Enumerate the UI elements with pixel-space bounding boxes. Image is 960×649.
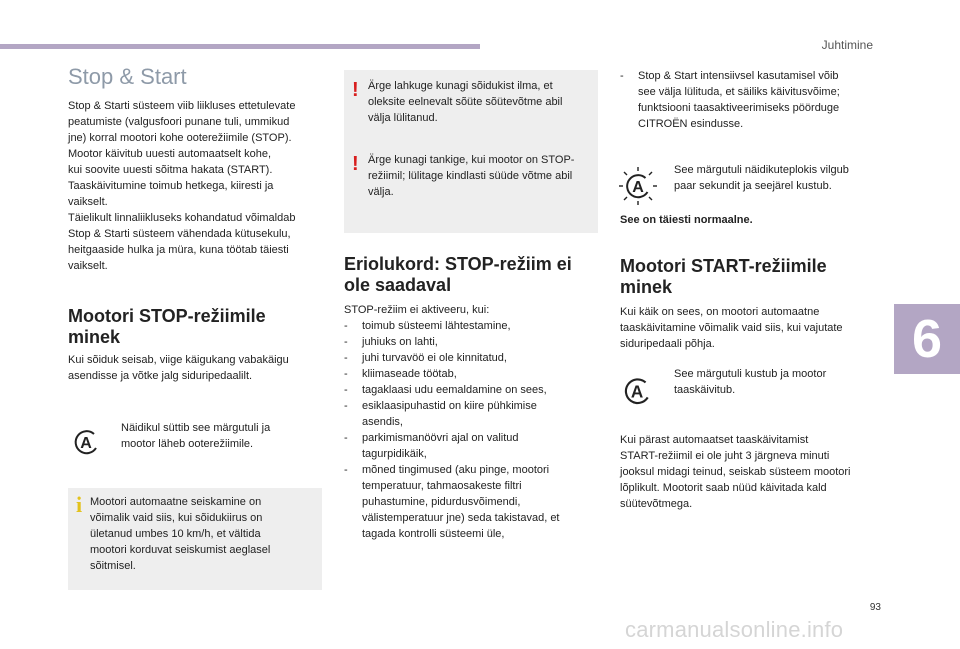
list-item: - Stop & Start intensiivsel kasutamisel võib see välja lülituda, et säiliks käivitusvõime; funktsiooni taasaktiveerimiseks pöörduge CITROËN esindusse. [620, 70, 840, 130]
intro-line: Taaskäivitumine toimub hetkega, kiiresti ja [68, 180, 274, 192]
start-icon-text: See märgutuli kustub ja mootor taaskäivitub. [674, 368, 827, 396]
intro-line: jne) korral mootori kohe ooterežiimile (STOP). [68, 132, 292, 144]
special-heading: Eriolukord: STOP-režiim ei ole saadaval [344, 254, 572, 295]
start-mode-heading: Mootori START-režiimile minek [620, 256, 827, 297]
col3-list [620, 68, 882, 132]
header-bar [0, 44, 480, 49]
auto-a-icon [72, 428, 100, 461]
flash-icon-text: See märgutuli näidikuteplokis vilgub paar sekundit ja seejärel kustub. [674, 164, 849, 192]
list-intro: STOP-režiim ei aktiveeru, kui: [344, 304, 490, 316]
watermark: carmanualsonline.info [625, 617, 844, 642]
svg-text:A: A [632, 179, 644, 196]
auto-a-flashing-icon [618, 166, 658, 211]
intro-line: heitgaaside hulka ja müra, kuna töötab täiesti [68, 244, 289, 256]
intro-line: peatumiste (valgusfoori punane tuli, ummikud [68, 116, 290, 128]
svg-text:A: A [80, 435, 92, 452]
info-icon: i [76, 492, 83, 517]
list-item: - juhi turvavöö ei ole kinnitatud, [344, 352, 507, 364]
warning-text-2: Ärge kunagi tankige, kui mootor on STOP- režiimil; lülitage kindlasti süüde võtme abil välja. [368, 154, 575, 198]
stop-start-intro [68, 98, 328, 274]
intro-line: Stop & Starti süsteem vähendada kütusekulu, [68, 228, 291, 240]
list-item: - esiklaasipuhastid on kiire pühkimise asendis, [344, 400, 537, 428]
intro-line: Stop & Starti süsteem viib liikluses ettetulevate [68, 100, 296, 112]
list-item: - toimub süsteemi lähtestamine, [344, 320, 511, 332]
svg-text:A: A [630, 381, 644, 402]
list-item: - juhiuks on lahti, [344, 336, 438, 348]
warning-icon: ! [352, 153, 359, 175]
intro-line: Täielikult linnaliikluseks kohandatud võimaldab [68, 212, 296, 224]
stop-unavailable-list [344, 302, 594, 542]
intro-line: Mootor käivitub uuesti automaatselt kohe, [68, 148, 272, 160]
auto-a-icon [622, 376, 652, 411]
start-mode-outro: Kui pärast automaatset taaskäivitamist START-režiimil ei ole juht 3 järgneva minuti jooksul midagi teinud, seiskab süsteem mootori lõplikult. Mootorit saab nüüd käivitada kald süütevõtmega. [620, 434, 851, 510]
stop-mode-body: Kui sõiduk seisab, viige käigukang vabakäigu asendisse ja võtke jalg siduripedaalilt. [68, 354, 289, 382]
warning-text-1: Ärge lahkuge kunagi sõidukist ilma, et oleksite eelnevalt sõüte sõütevõtme abil välja lülitanud. [368, 80, 563, 124]
intro-line: kui soovite uuesti sõitma hakata (START). [68, 164, 273, 176]
stop-mode-heading: Mootori STOP-režiimile minek [68, 306, 266, 347]
list-item: - tagaklaasi udu eemaldamine on sees, [344, 384, 547, 396]
section-title: Juhtimine [821, 38, 873, 52]
info-text: Mootori automaatne seiskamine on võimalik vaid siis, kui sõidukiirus on ületanud umbes 10 km/h, et vältida mootori korduvat seiskumist aeglasel sõitmisel. [90, 496, 271, 572]
normal-note: See on täiesti normaalne. [620, 214, 753, 226]
stop-icon-text: Näidikul süttib see märgutuli ja mootor läheb ooterežiimile. [121, 422, 271, 450]
list-item: - parkimismanöövri ajal on valitud tagurpidikäik, [344, 432, 519, 460]
page-title: Stop & Start [68, 64, 187, 89]
intro-line: vaikselt. [68, 196, 108, 208]
warning-icon: ! [352, 79, 359, 101]
page-number: 93 [869, 602, 881, 613]
start-mode-body: Kui käik on sees, on mootori automaatne taaskäivitamine võimalik vaid siis, kui vajutate siduripedaali põhja. [620, 306, 843, 350]
list-item: - kliimaseade töötab, [344, 368, 457, 380]
intro-line: vaikselt. [68, 260, 108, 272]
list-item: - mõned tingimused (aku pinge, mootori temperatuur, tahmaosakeste filtri puhastumine, pidurdusvõimendi, välistemperatuur jne) seda takistavad, et tagada kontrolli süsteemi üle, [344, 464, 560, 540]
chapter-tab: 6 [894, 304, 960, 374]
